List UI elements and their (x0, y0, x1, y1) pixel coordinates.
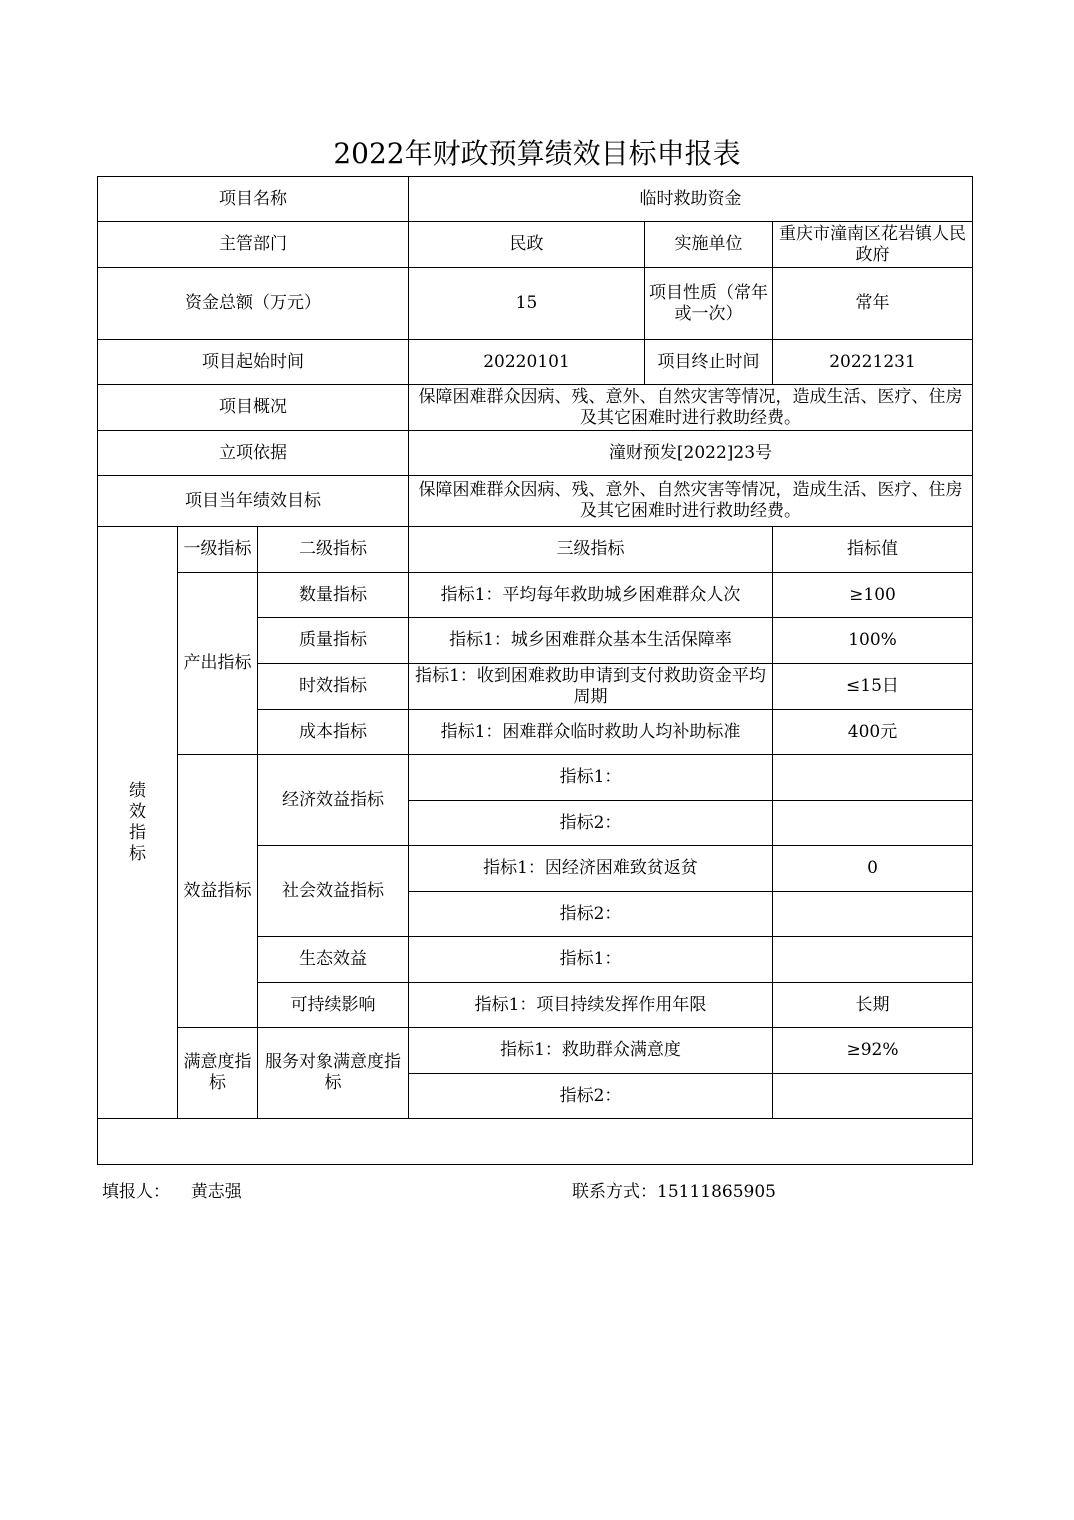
fund-value: 15 (409, 268, 645, 340)
value-cell (773, 801, 973, 846)
header-level2: 二级指标 (258, 527, 409, 573)
contact-line (572, 1180, 776, 1204)
header-level3: 三级指标 (409, 527, 773, 573)
level2-cell: 生态效益 (258, 937, 409, 983)
empty-row (98, 1119, 973, 1165)
goal-label: 项目当年绩效目标 (98, 476, 409, 527)
level2-cell: 数量指标 (258, 573, 409, 618)
page-title: 2022年财政预算绩效目标申报表 (333, 137, 741, 170)
value-cell: 长期 (773, 983, 973, 1028)
value-cell: ≥100 (773, 573, 973, 618)
filler-label: 填报人： (102, 1182, 170, 1202)
budget-form-table (97, 176, 973, 1165)
project-name-value: 临时救助资金 (409, 177, 973, 222)
end-value: 20221231 (773, 340, 973, 385)
level2-cell: 经济效益指标 (258, 755, 409, 846)
basis-label: 立项依据 (98, 431, 409, 476)
filler-name: 黄志强 (190, 1182, 242, 1202)
basis-value: 潼财预发[2022]23号 (409, 431, 973, 476)
satisfaction-label: 满意度指标 (178, 1028, 258, 1119)
start-label: 项目起始时间 (98, 340, 409, 385)
value-cell (773, 1074, 973, 1119)
level2-cell: 可持续影响 (258, 983, 409, 1028)
level3-cell: 指标1：平均每年救助城乡困难群众人次 (409, 573, 773, 618)
value-cell: 0 (773, 846, 973, 892)
value-cell (773, 892, 973, 937)
level3-cell: 指标1：因经济困难致贫返贫 (409, 846, 773, 892)
nature-label: 项目性质（常年或一次） (645, 268, 773, 340)
level3-cell: 指标2： (409, 892, 773, 937)
level2-cell: 服务对象满意度指标 (258, 1028, 409, 1119)
level3-cell: 指标1：救助群众满意度 (409, 1028, 773, 1074)
benefit-label: 效益指标 (178, 755, 258, 1028)
dept-value: 民政 (409, 222, 645, 268)
level3-cell: 指标1： (409, 937, 773, 983)
project-name-label: 项目名称 (98, 177, 409, 222)
output-label: 产出指标 (178, 573, 258, 755)
header-value: 指标值 (773, 527, 973, 573)
end-label: 项目终止时间 (645, 340, 773, 385)
filler-line (102, 1180, 242, 1204)
impl-unit-label: 实施单位 (645, 222, 773, 268)
header-level1: 一级指标 (178, 527, 258, 573)
level3-cell: 指标2： (409, 801, 773, 846)
value-cell (773, 937, 973, 983)
dept-label: 主管部门 (98, 222, 409, 268)
level3-cell: 指标1： (409, 755, 773, 801)
start-value: 20220101 (409, 340, 645, 385)
overview-value: 保障困难群众因病、残、意外、自然灾害等情况，造成生活、医疗、住房及其它困难时进行救助经费。 (409, 385, 973, 431)
level3-cell: 指标1：城乡困难群众基本生活保障率 (409, 618, 773, 664)
value-cell: ≥92% (773, 1028, 973, 1074)
level2-cell: 质量指标 (258, 618, 409, 664)
fund-label: 资金总额（万元） (98, 268, 409, 340)
value-cell: 400元 (773, 710, 973, 755)
value-cell (773, 755, 973, 801)
perf-section-label: 绩效指标 (98, 527, 178, 1119)
level2-cell: 社会效益指标 (258, 846, 409, 937)
value-cell: 100% (773, 618, 973, 664)
level3-cell: 指标1：收到困难救助申请到支付救助资金平均周期 (409, 664, 773, 710)
level2-cell: 成本指标 (258, 710, 409, 755)
level3-cell: 指标1：困难群众临时救助人均补助标准 (409, 710, 773, 755)
level3-cell: 指标1：项目持续发挥作用年限 (409, 983, 773, 1028)
level3-cell: 指标2： (409, 1074, 773, 1119)
impl-unit-value: 重庆市潼南区花岩镇人民政府 (773, 222, 973, 268)
contact-label: 联系方式： (572, 1182, 657, 1202)
value-cell: ≤15日 (773, 664, 973, 710)
overview-label: 项目概况 (98, 385, 409, 431)
contact-value: 15111865905 (657, 1182, 776, 1202)
goal-value: 保障困难群众因病、残、意外、自然灾害等情况，造成生活、医疗、住房及其它困难时进行救助经费。 (409, 476, 973, 527)
level2-cell: 时效指标 (258, 664, 409, 710)
nature-value: 常年 (773, 268, 973, 340)
